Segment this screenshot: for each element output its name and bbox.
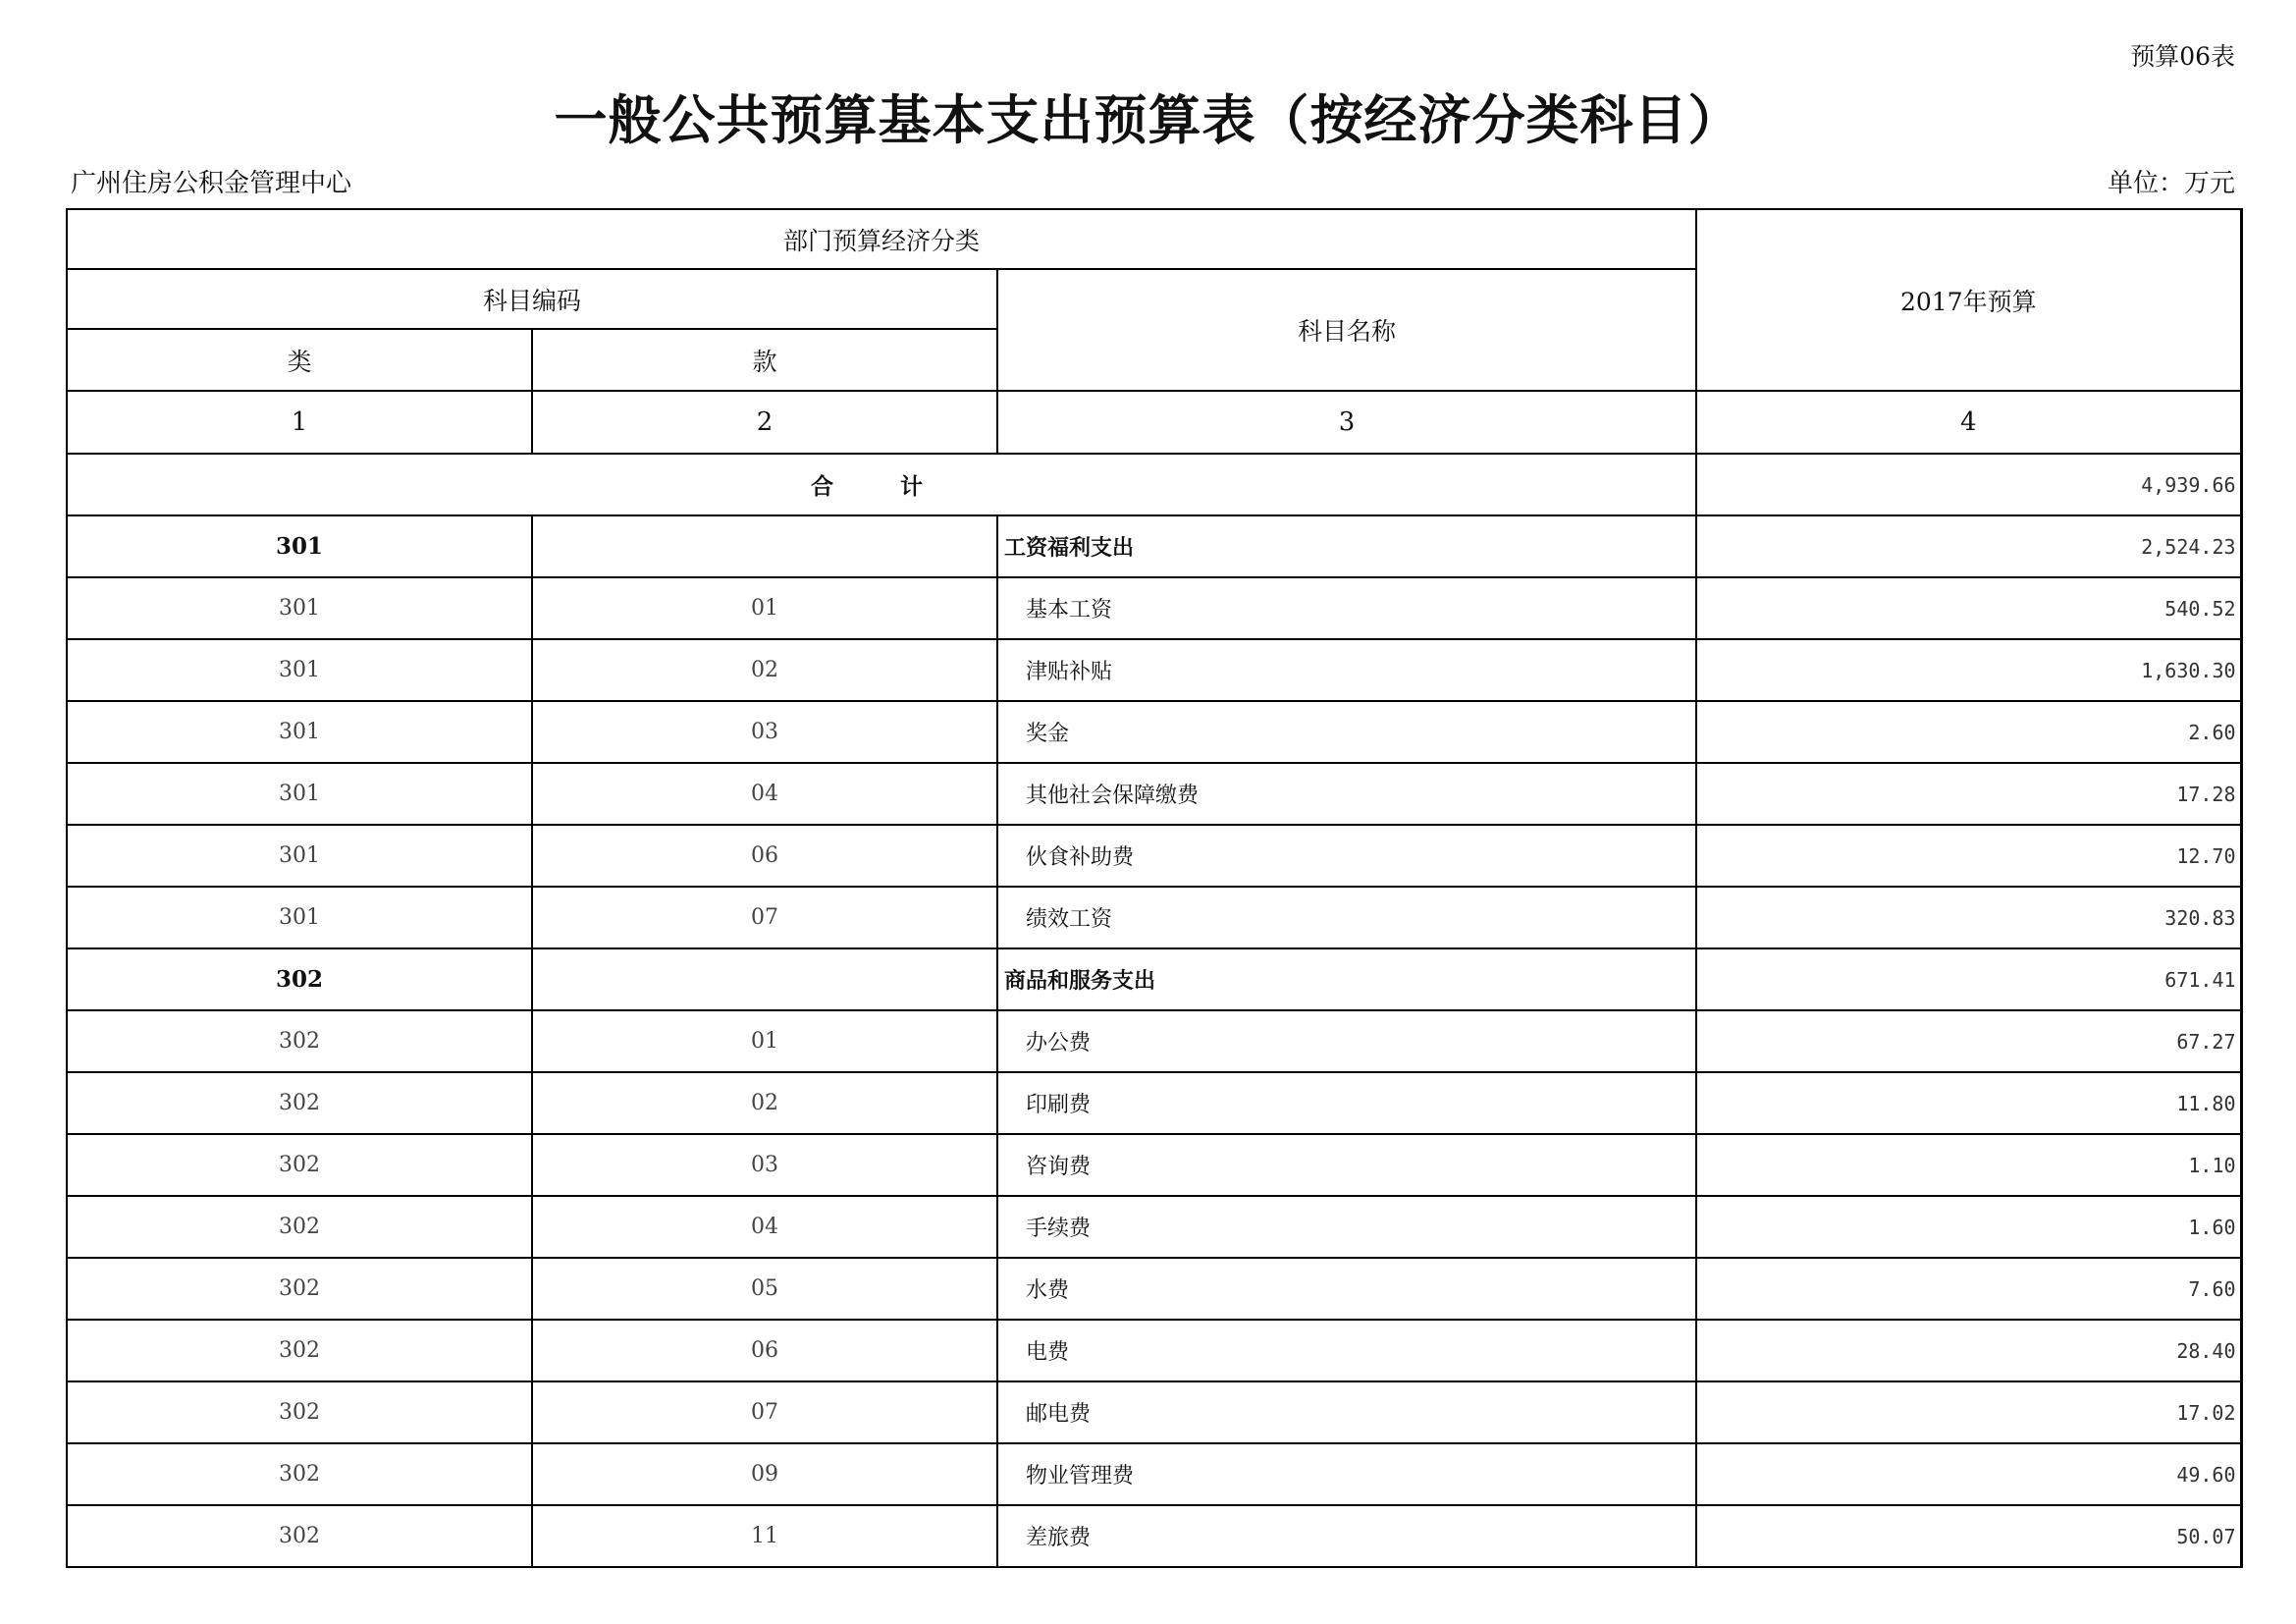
total-label: 合 计 — [67, 454, 1696, 515]
budget-amount-cell: 320.83 — [1696, 887, 2241, 948]
subject-name-cell: 办公费 — [997, 1010, 1696, 1072]
budget-amount-cell: 2,524.23 — [1696, 515, 2241, 577]
class-code-cell: 301 — [67, 515, 532, 577]
class-code-cell: 302 — [67, 1072, 532, 1134]
table-row — [67, 1320, 2241, 1381]
subject-name-cell: 物业管理费 — [997, 1443, 1696, 1505]
table-row — [67, 1381, 2241, 1443]
item-code-cell: 03 — [532, 701, 997, 763]
table-row — [67, 701, 2241, 763]
table-row — [67, 1505, 2241, 1567]
table-row — [67, 1010, 2241, 1072]
item-code-cell: 07 — [532, 1381, 997, 1443]
class-code-cell: 301 — [67, 763, 532, 825]
budget-amount-cell: 17.02 — [1696, 1381, 2241, 1443]
table-row — [67, 577, 2241, 639]
class-code-cell: 302 — [67, 948, 532, 1010]
code-header: 科目编码 — [67, 269, 997, 329]
group-header: 部门预算经济分类 — [67, 209, 1696, 269]
budget-amount-cell: 11.80 — [1696, 1072, 2241, 1134]
item-header: 款 — [532, 329, 997, 391]
item-code-cell: 06 — [532, 1320, 997, 1381]
subject-name-cell: 印刷费 — [997, 1072, 1696, 1134]
subject-name-cell: 水费 — [997, 1258, 1696, 1320]
budget-table — [66, 208, 2243, 1568]
class-code-cell: 302 — [67, 1196, 532, 1258]
class-code-cell: 302 — [67, 1134, 532, 1196]
column-number: 4 — [1696, 391, 2241, 454]
column-number: 1 — [67, 391, 532, 454]
item-code-cell: 06 — [532, 825, 997, 887]
item-code-cell — [532, 515, 997, 577]
subject-name-cell: 工资福利支出 — [997, 515, 1696, 577]
column-number-row — [67, 391, 2241, 454]
subject-name-cell: 奖金 — [997, 701, 1696, 763]
item-code-cell: 02 — [532, 1072, 997, 1134]
subject-name-cell: 差旅费 — [997, 1505, 1696, 1567]
class-code-cell: 302 — [67, 1443, 532, 1505]
budget-amount-cell: 2.60 — [1696, 701, 2241, 763]
class-code-cell: 301 — [67, 639, 532, 701]
table-row — [67, 1072, 2241, 1134]
name-header: 科目名称 — [997, 269, 1696, 391]
subject-name-cell: 商品和服务支出 — [997, 948, 1696, 1010]
class-code-cell: 302 — [67, 1258, 532, 1320]
table-row — [67, 887, 2241, 948]
budget-amount-cell: 12.70 — [1696, 825, 2241, 887]
subject-name-cell: 其他社会保障缴费 — [997, 763, 1696, 825]
subject-name-cell: 伙食补助费 — [997, 825, 1696, 887]
page-title: 一般公共预算基本支出预算表（按经济分类科目） — [554, 88, 1742, 151]
subject-name-cell: 邮电费 — [997, 1381, 1696, 1443]
budget-amount-cell: 67.27 — [1696, 1010, 2241, 1072]
item-code-cell: 05 — [532, 1258, 997, 1320]
column-number: 3 — [997, 391, 1696, 454]
category-row — [67, 948, 2241, 1010]
item-code-cell: 11 — [532, 1505, 997, 1567]
class-code-cell: 301 — [67, 887, 532, 948]
class-code-cell: 302 — [67, 1381, 532, 1443]
column-number: 2 — [532, 391, 997, 454]
table-row — [67, 1258, 2241, 1320]
table-row — [67, 1134, 2241, 1196]
class-code-cell: 301 — [67, 701, 532, 763]
table-row — [67, 1443, 2241, 1505]
class-code-cell: 301 — [67, 825, 532, 887]
budget-amount-cell: 17.28 — [1696, 763, 2241, 825]
class-code-cell: 302 — [67, 1320, 532, 1381]
item-code-cell: 09 — [532, 1443, 997, 1505]
item-code-cell: 04 — [532, 763, 997, 825]
item-code-cell — [532, 948, 997, 1010]
budget-amount-cell: 49.60 — [1696, 1443, 2241, 1505]
subject-name-cell: 津贴补贴 — [997, 639, 1696, 701]
item-code-cell: 07 — [532, 887, 997, 948]
table-row — [67, 1196, 2241, 1258]
budget-amount-cell: 1,630.30 — [1696, 639, 2241, 701]
class-code-cell: 301 — [67, 577, 532, 639]
budget-amount-cell: 1.60 — [1696, 1196, 2241, 1258]
item-code-cell: 01 — [532, 1010, 997, 1072]
subject-name-cell: 基本工资 — [997, 577, 1696, 639]
subject-name-cell: 咨询费 — [997, 1134, 1696, 1196]
table-row — [67, 763, 2241, 825]
budget-amount-cell: 540.52 — [1696, 577, 2241, 639]
class-code-cell: 302 — [67, 1505, 532, 1567]
subject-name-cell: 电费 — [997, 1320, 1696, 1381]
item-code-cell: 03 — [532, 1134, 997, 1196]
budget-amount-cell: 671.41 — [1696, 948, 2241, 1010]
category-row — [67, 515, 2241, 577]
budget-amount-cell: 28.40 — [1696, 1320, 2241, 1381]
item-code-cell: 01 — [532, 577, 997, 639]
class-code-cell: 302 — [67, 1010, 532, 1072]
header-row-group — [67, 209, 2241, 269]
table-row — [67, 639, 2241, 701]
budget-amount-cell: 50.07 — [1696, 1505, 2241, 1567]
subject-name-cell: 手续费 — [997, 1196, 1696, 1258]
budget-year-header: 2017年预算 — [1696, 209, 2241, 391]
total-amount: 4,939.66 — [1696, 454, 2241, 515]
subject-name-cell: 绩效工资 — [997, 887, 1696, 948]
total-row — [67, 454, 2241, 515]
form-number: 预算06表 — [2130, 42, 2235, 71]
budget-amount-cell: 7.60 — [1696, 1258, 2241, 1320]
organization-name: 广州住房公积金管理中心 — [71, 169, 352, 198]
unit-label: 单位：万元 — [2107, 169, 2235, 198]
budget-amount-cell: 1.10 — [1696, 1134, 2241, 1196]
item-code-cell: 02 — [532, 639, 997, 701]
table-row — [67, 825, 2241, 887]
item-code-cell: 04 — [532, 1196, 997, 1258]
class-header: 类 — [67, 329, 532, 391]
